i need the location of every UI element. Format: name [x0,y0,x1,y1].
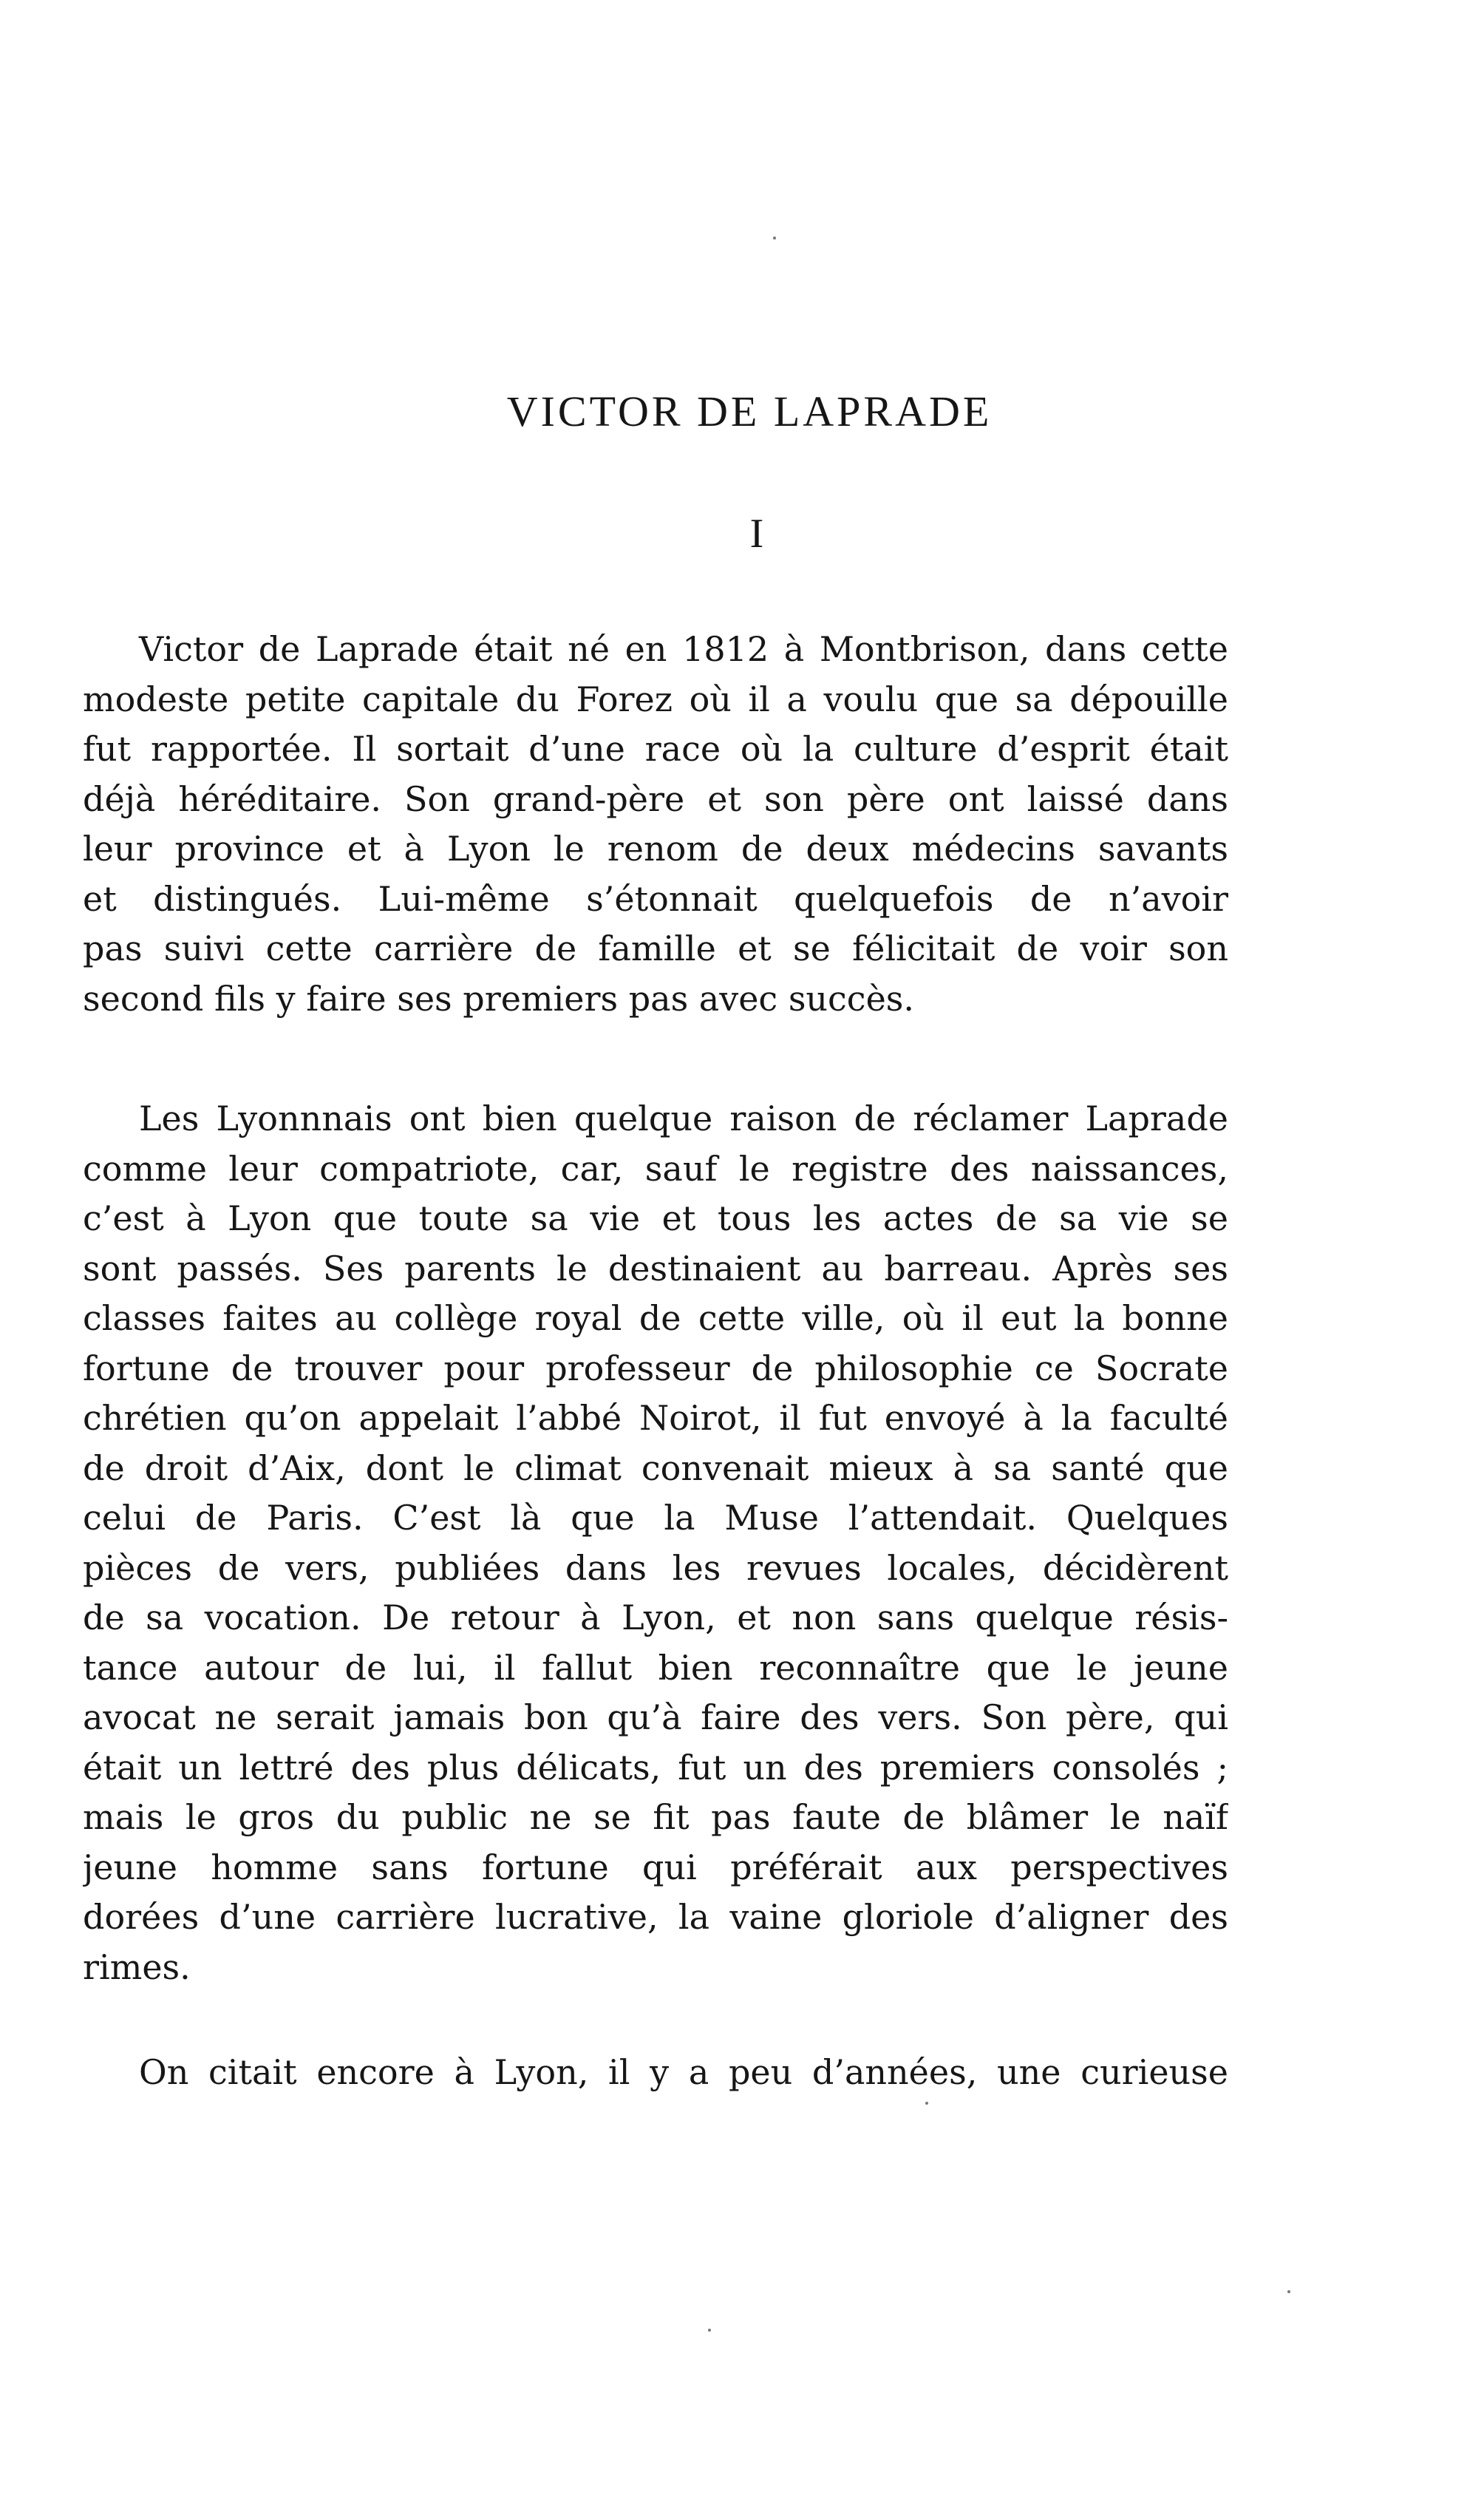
text-line: leur province et à Lyon le renom de deux médecins savants [83,829,1228,869]
text-line: de droit d’Aix, dont le climat convenait mieux à sa santé que [83,1447,1228,1488]
text-line: comme leur compatriote, car, sauf le registre des naissances, [83,1148,1228,1189]
text-line: jeune homme sans fortune qui préférait aux perspectives [83,1847,1228,1887]
text-line: tance autour de lui, il fallut bien reconnaître que le jeune [83,1647,1228,1688]
text-line: modeste petite capitale du Forez où il a voulu que sa dépouille [83,679,1228,719]
print-speck [1287,2290,1290,2293]
text-line: c’est à Lyon que toute sa vie et tous les actes de sa vie se [83,1198,1228,1238]
text-line: celui de Paris. C’est là que la Muse l’attendait. Quelques [83,1498,1228,1538]
text-line: Les Lyonnnais ont bien quelque raison de réclamer Laprade [139,1099,1228,1138]
text-line: Victor de Laprade était né en 1812 à Montbrison, dans cette [139,629,1228,669]
text-line: On citait encore à Lyon, il y a peu d’années, une curieuse [139,2052,1228,2092]
text-line: déjà héréditaire. Son grand-père et son père ont laissé dans [83,778,1228,819]
paragraph-3 [83,2048,1228,2098]
print-speck [773,237,776,240]
text-line: mais le gros du public ne se fit pas faute de blâmer le naïf [83,1797,1228,1837]
paragraph-2 [83,1094,1228,1992]
section-number: I [749,511,764,557]
text-line: pièces de vers, publiées dans les revues locales, décidèrent [83,1547,1228,1588]
text-line: second fils y faire ses premiers pas avec succès. [83,978,915,1019]
page-title: VICTOR DE LAPRADE [506,387,993,435]
text-line: pas suivi cette carrière de famille et se félicitait de voir son [83,929,1228,968]
paragraph-1 [83,625,1228,1024]
text-line: sont passés. Ses parents le destinaient au barreau. Après ses [83,1248,1228,1289]
text-line: et distingués. Lui-même s’étonnait quelquefois de n’avoir [83,878,1228,919]
text-line: fortune de trouver pour professeur de philosophie ce Socrate [83,1348,1228,1388]
text-line: classes faites au collège royal de cette ville, où il eut la bonne [83,1298,1228,1338]
print-speck [925,2102,928,2105]
text-line: dorées d’une carrière lucrative, la vaine gloriole d’aligner des [83,1897,1228,1937]
text-line: de sa vocation. De retour à Lyon, et non sans quelque résis- [83,1598,1228,1637]
text-line: rimes. [83,1946,191,1987]
text-line: fut rapportée. Il sortait d’une race où la culture d’esprit était [83,729,1228,769]
text-line: avocat ne serait jamais bon qu’à faire des vers. Son père, qui [83,1697,1228,1737]
text-line: était un lettré des plus délicats, fut un des premiers consolés ; [83,1747,1228,1788]
text-line: chrétien qu’on appelait l’abbé Noirot, il fut envoyé à la faculté [83,1398,1228,1438]
print-speck [708,2329,711,2332]
